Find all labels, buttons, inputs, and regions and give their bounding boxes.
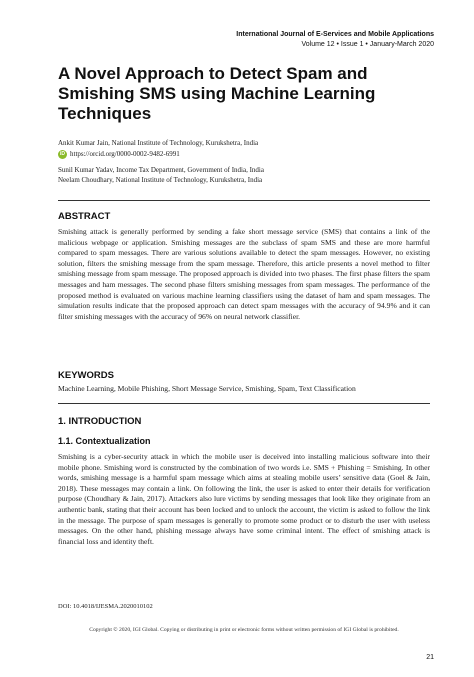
journal-name: International Journal of E-Services and Mobile Applications (236, 31, 434, 38)
orcid-row (58, 149, 428, 159)
keywords-heading: KEYWORDS (58, 370, 114, 381)
page-number: 21 (426, 654, 434, 661)
journal-issue: Volume 12 • Issue 1 • January-March 2020 (301, 41, 434, 48)
abstract-text: Smishing attack is generally performed by sending a fake short message service (SMS) that contains a link of the malicious webpage or application. Smishing messages are the subclass of spam SMS and these are more harmful compared to spam messages. There are various solutions available to detect the spam messages. However, no existing solution, filters the smishing message from the spam message. Therefore, this article presents a novel method to filter smishing message from spam message. The proposed approach is divided into two phases. The first phase filters the spam messages and ham messages. The second phase filters smishing messages from spam messages. The performance of the proposed method is evaluated on various machine learning classifiers using the dataset of ham and spam messages. The simulation results indicate that the proposed approach can detect spam messages with the accuracy of 94.9% and it can filter smishing messages with the accuracy of 96% on neural network classifier. (58, 227, 430, 321)
keywords-text: Machine Learning, Mobile Phishing, Short Message Service, Smishing, Spam, Text Classification (58, 384, 356, 393)
author-2: Sunil Kumar Yadav, Income Tax Department, Government of India, India (58, 166, 264, 174)
journal-header (236, 30, 434, 50)
author-1: Ankit Kumar Jain, National Institute of Technology, Kurukshetra, India (58, 139, 259, 147)
orcid-link[interactable]: https://orcid.org/0000-0002-9482-6991 (70, 150, 180, 158)
divider-bottom (58, 403, 430, 404)
orcid-icon: iD (60, 150, 65, 157)
author-3: Neelam Choudhary, National Institute of Technology, Kurukshetra, India (58, 176, 263, 184)
abstract-heading: ABSTRACT (58, 211, 111, 222)
author-block (58, 138, 428, 185)
copyright-notice: Copyright © 2020, IGI Global. Copying or distributing in print or electronic forms without written permission of IGI Global is prohibited. (89, 627, 399, 633)
introduction-heading: 1. INTRODUCTION (58, 416, 142, 427)
paper-title: A Novel Approach to Detect Spam and Smishing SMS using Machine Learning Techniques (58, 64, 376, 123)
introduction-text: Smishing is a cyber-security attack in which the mobile user is deceived into installing malicious software into their mobile phone. Smishing word is constructed by the combination of two words i.e. SMS + Phishing = Smishing. In other words, smishing message is a harmful spam message which aims at stealing mobile users’ sensitive data (Goel & Jain, 2018). These messages may contain a link. On following the link, the user is asked to enter their details for verification purpose (Choudhary & Jain, 2017). Attackers also lure victims by sending messages that look like they originate from an authentic bank, stating that their account has been locked and to unlock the account, the victim is asked to follow the link in the message. The purpose of spam messages is generally to promote some product or to disturb the user with useless messages. On the other hand, phishing message always have some criminal intent. The effect of smishing attack is financial loss and identity theft. (58, 452, 430, 546)
divider-top (58, 200, 430, 201)
contextualization-heading: 1.1. Contextualization (58, 436, 151, 446)
doi: DOI: 10.4018/IJESMA.2020010102 (58, 603, 153, 610)
